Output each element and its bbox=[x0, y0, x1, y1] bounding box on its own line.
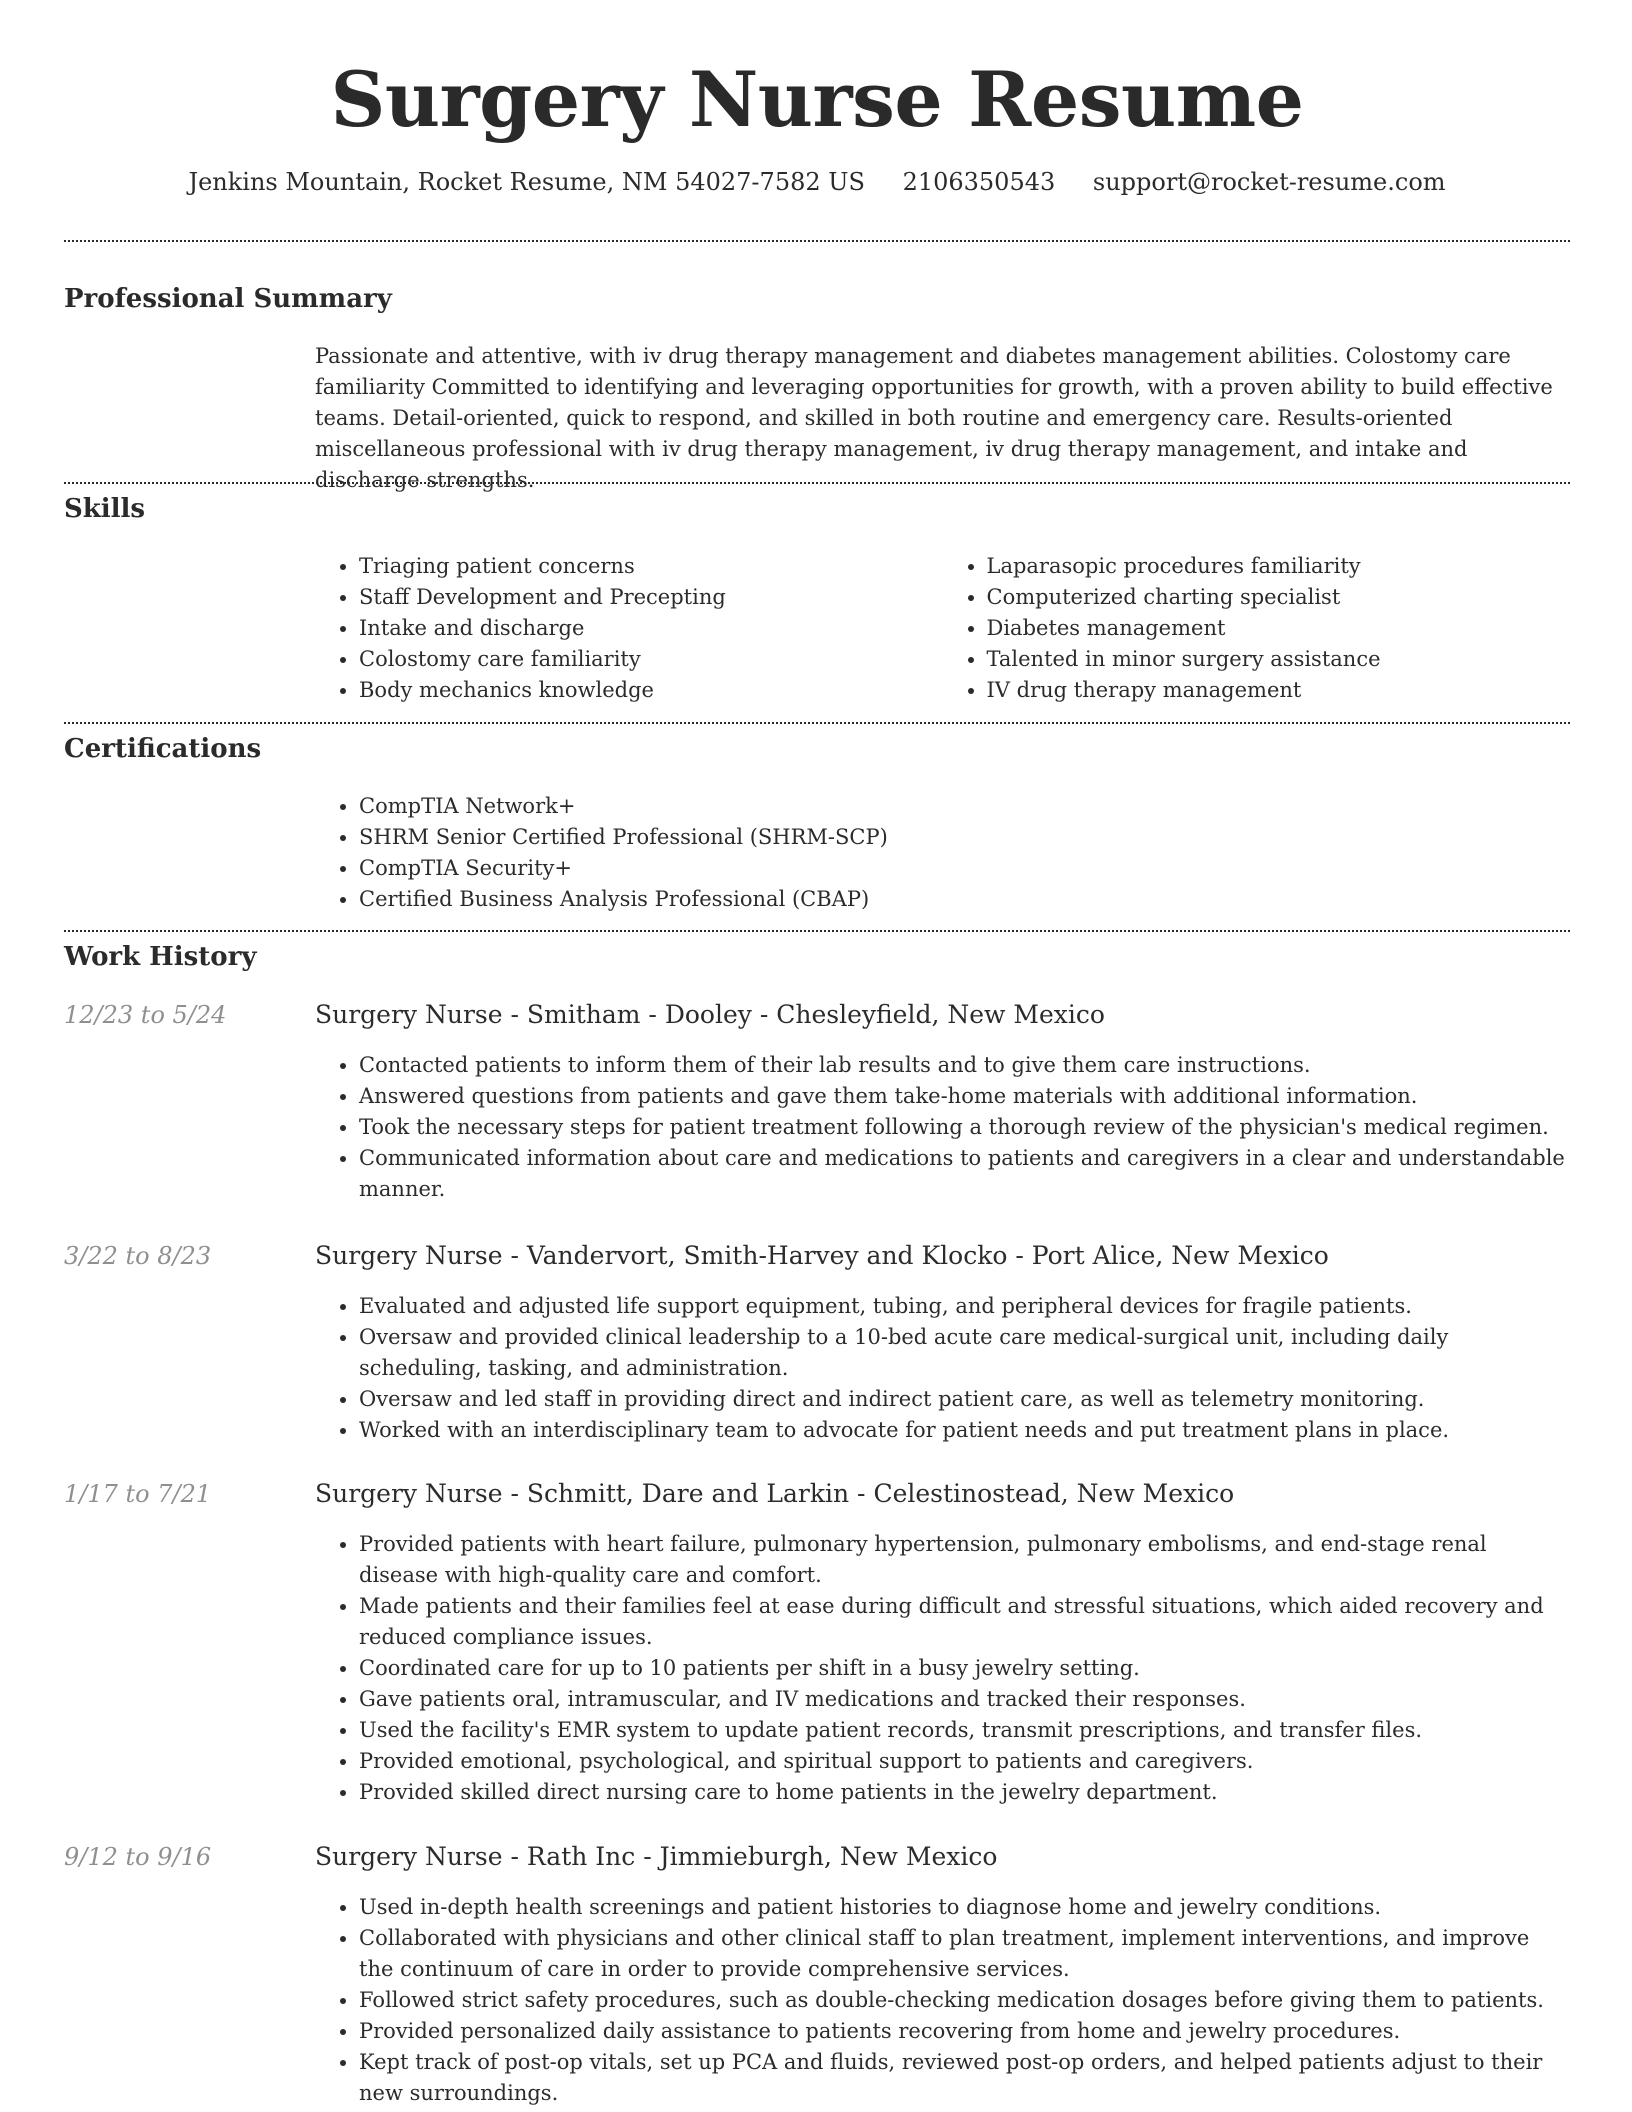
job-title: Surgery Nurse - Vandervort, Smith-Harvey and Klocko - Port Alice, New Mexico bbox=[315, 1241, 1329, 1270]
summary-text: Passionate and attentive, with iv drug therapy management and diabetes management abilities. Colostomy care familiarity Committed to identifying and leveraging opportunities for growth, with a proven ability to build effective teams. Detail-oriented, quick to respond, and skilled in both routine and emergency care. Results-oriented miscellaneous professional with iv drug therapy management, iv drug therapy management, and intake and discharge strengths. bbox=[315, 344, 1553, 492]
job-bullet: • Used in-depth health screenings and patient histories to diagnose home and jewelry conditions. bbox=[359, 1892, 1570, 1923]
certifications-divider bbox=[64, 930, 1570, 932]
job-bullet: • Collaborated with physicians and other clinical staff to plan treatment, implement interventions, and improve the continuum of care in order to provide comprehensive services. bbox=[359, 1923, 1570, 1985]
skill-item: • Computerized charting specialist bbox=[987, 582, 1571, 613]
job-bullet: • Contacted patients to inform them of their lab results and to give them care instructions. bbox=[359, 1050, 1570, 1081]
job-bullet: • Provided emotional, psychological, and spiritual support to patients and caregivers. bbox=[359, 1746, 1570, 1777]
job-bullet: • Provided personalized daily assistance to patients recovering from home and jewelry procedures. bbox=[359, 2016, 1570, 2047]
skill-item: • Colostomy care familiarity bbox=[359, 644, 943, 675]
job-bullet: • Made patients and their families feel at ease during difficult and stressful situations, which aided recovery and reduced compliance issues. bbox=[359, 1591, 1570, 1653]
skill-item: • IV drug therapy management bbox=[987, 675, 1571, 706]
certification-item: • Certified Business Analysis Professional (CBAP) bbox=[359, 884, 1570, 915]
skill-item: • Laparasopic procedures familiarity bbox=[987, 551, 1571, 582]
job-bullet: • Worked with an interdisciplinary team to advocate for patient needs and put treatment plans in place. bbox=[359, 1415, 1570, 1446]
work-history-heading: Work History bbox=[64, 942, 257, 972]
skill-item: • Triaging patient concerns bbox=[359, 551, 943, 582]
contact-phone: 2106350543 bbox=[902, 168, 1056, 196]
job-title: Surgery Nurse - Smitham - Dooley - Chesleyfield, New Mexico bbox=[315, 1000, 1105, 1029]
job-bullets bbox=[315, 1291, 1570, 1446]
certifications-heading: Certifications bbox=[64, 734, 262, 764]
job-bullet: • Provided skilled direct nursing care to home patients in the jewelry department. bbox=[359, 1777, 1570, 1808]
summary-heading: Professional Summary bbox=[64, 284, 392, 314]
skill-item: • Staff Development and Precepting bbox=[359, 582, 943, 613]
job-bullet: • Gave patients oral, intramuscular, and IV medications and tracked their responses. bbox=[359, 1684, 1570, 1715]
job-dates: 9/12 to 9/16 bbox=[64, 1843, 212, 1871]
job-bullet: • Communicated information about care and medications to patients and caregivers in a clear and understandable manner. bbox=[359, 1143, 1570, 1205]
skill-item: • Diabetes management bbox=[987, 613, 1571, 644]
job-bullets bbox=[315, 1529, 1570, 1808]
contact-address: Jenkins Mountain, Rocket Resume, NM 54027-7582 US bbox=[188, 168, 865, 196]
job-bullet: • Used the facility's EMR system to update patient records, transmit prescriptions, and transfer files. bbox=[359, 1715, 1570, 1746]
job-title: Surgery Nurse - Rath Inc - Jimmieburgh, New Mexico bbox=[315, 1842, 998, 1871]
certification-item: • SHRM Senior Certified Professional (SHRM-SCP) bbox=[359, 822, 1570, 853]
job-bullet: • Coordinated care for up to 10 patients per shift in a busy jewelry setting. bbox=[359, 1653, 1570, 1684]
skill-item: • Body mechanics knowledge bbox=[359, 675, 943, 706]
job-bullet: • Took the necessary steps for patient treatment following a thorough review of the physician's medical regimen. bbox=[359, 1112, 1570, 1143]
job-bullet: • Provided patients with heart failure, pulmonary hypertension, pulmonary embolisms, and end-stage renal disease with high-quality care and comfort. bbox=[359, 1529, 1570, 1591]
certifications-list bbox=[315, 791, 1570, 915]
job-dates: 3/22 to 8/23 bbox=[64, 1242, 212, 1270]
contact-line bbox=[64, 168, 1570, 196]
job-bullets bbox=[315, 1050, 1570, 1205]
job-dates: 12/23 to 5/24 bbox=[64, 1001, 227, 1029]
job-bullet: • Followed strict safety procedures, such as double-checking medication dosages before giving them to patients. bbox=[359, 1985, 1570, 2016]
job-bullet: • Answered questions from patients and gave them take-home materials with additional information. bbox=[359, 1081, 1570, 1112]
job-bullet: • Oversaw and provided clinical leadership to a 10-bed acute care medical-surgical unit, including daily scheduling, tasking, and administration. bbox=[359, 1322, 1570, 1384]
skills-right-column bbox=[943, 551, 1571, 706]
skill-item: • Talented in minor surgery assistance bbox=[987, 644, 1571, 675]
skill-item: • Intake and discharge bbox=[359, 613, 943, 644]
job-bullet: • Kept track of post-op vitals, set up PCA and fluids, reviewed post-op orders, and helped patients adjust to their new surroundings. bbox=[359, 2047, 1570, 2109]
job-bullet: • Oversaw and led staff in providing direct and indirect patient care, as well as telemetry monitoring. bbox=[359, 1384, 1570, 1415]
summary-divider bbox=[64, 482, 1570, 484]
certification-item: • CompTIA Security+ bbox=[359, 853, 1570, 884]
skills-list bbox=[315, 551, 1570, 706]
job-title: Surgery Nurse - Schmitt, Dare and Larkin - Celestinostead, New Mexico bbox=[315, 1479, 1235, 1508]
skills-left-column bbox=[315, 551, 943, 706]
certification-item: • CompTIA Network+ bbox=[359, 791, 1570, 822]
job-dates: 1/17 to 7/21 bbox=[64, 1480, 212, 1508]
resume-title: Surgery Nurse Resume bbox=[330, 55, 1304, 144]
skills-divider bbox=[64, 722, 1570, 724]
job-bullets bbox=[315, 1892, 1570, 2109]
resume-page bbox=[64, 0, 1570, 2105]
skills-heading: Skills bbox=[64, 494, 146, 524]
job-bullet: • Evaluated and adjusted life support equipment, tubing, and peripheral devices for fragile patients. bbox=[359, 1291, 1570, 1322]
contact-email: support@rocket-resume.com bbox=[1092, 168, 1446, 196]
header-divider bbox=[64, 240, 1570, 242]
